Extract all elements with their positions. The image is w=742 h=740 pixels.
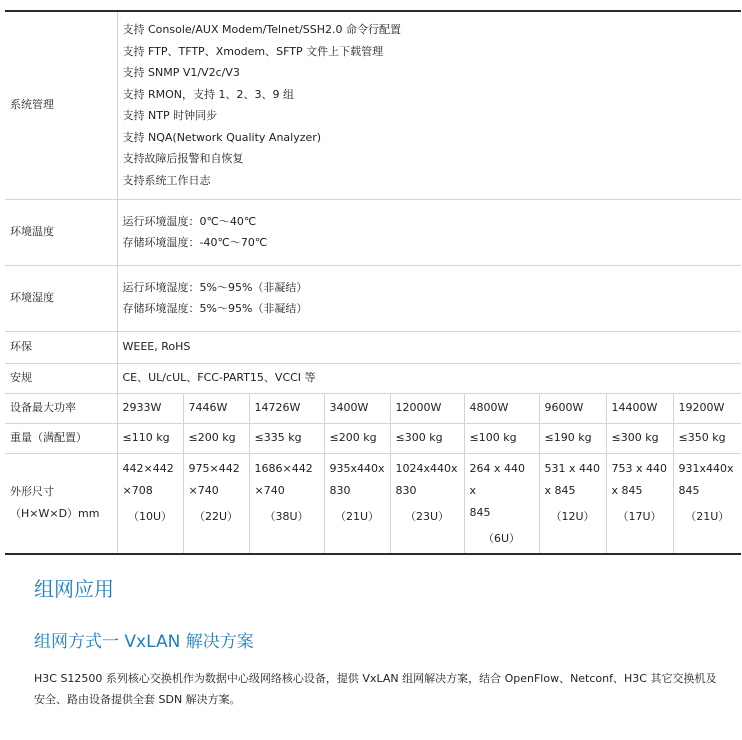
dim-line1: 975×442 <box>188 461 240 475</box>
list-item: 支持 Console/AUX Modem/Telnet/SSH2.0 命令行配置 <box>122 23 402 37</box>
row-safety <box>5 363 741 393</box>
table-cell: 4800W <box>464 393 539 423</box>
table-cell: ≤100 kg <box>464 423 539 453</box>
dim-line2: x 845 <box>611 483 643 497</box>
table-cell: 9600W <box>539 393 606 423</box>
table-cell <box>249 453 324 554</box>
table-cell: 3400W <box>324 393 390 423</box>
dim-tag: （22U） <box>193 509 239 523</box>
row-weight <box>5 423 741 453</box>
table-cell: 19200W <box>673 393 741 423</box>
dim-line2: 830 <box>329 483 351 497</box>
safety-label: 安规 <box>5 363 117 393</box>
dim-line1: 264 x 440 x <box>469 461 525 497</box>
dimensions-label-line1: 外形尺寸 <box>10 485 54 498</box>
table-cell <box>606 453 673 554</box>
dim-tag: （12U） <box>550 509 595 523</box>
list-item: 支持 RMON，支持 1、2、3、9 组 <box>122 87 295 101</box>
list-item: 支持系统工作日志 <box>122 173 211 187</box>
section-title: 组网应用 <box>34 577 114 601</box>
system-management-list <box>117 11 741 199</box>
dim-line1: 753 x 440 <box>611 461 667 475</box>
row-max-power <box>5 393 741 423</box>
table-cell <box>390 453 464 554</box>
row-humidity <box>5 265 741 331</box>
list-item: 运行环境温度：0℃～40℃ <box>122 214 257 228</box>
table-cell: ≤300 kg <box>606 423 673 453</box>
row-environmental <box>5 331 741 363</box>
subsection-title: 组网方式一 VxLAN 解决方案 <box>34 632 254 652</box>
dim-line1: 1686×442 <box>254 461 313 475</box>
body-paragraph: H3C S12500 系列核心交换机作为数据中心级网络核心设备，提供 VxLAN 组网解决方案，结合 OpenFlow、Netconf、H3C 其它交换机及安全、路由设备提供全套 SDN 解决方案。 <box>34 672 717 706</box>
table-cell: 14726W <box>249 393 324 423</box>
safety-value: CE、UL/cUL、FCC-PART15、VCCI 等 <box>117 363 741 393</box>
list-item: 支持 SNMP V1/V2c/V3 <box>122 66 240 80</box>
list-item: 存储环境温度：-40℃～70℃ <box>122 236 268 249</box>
table-cell: ≤300 kg <box>390 423 464 453</box>
dim-tag: （23U） <box>404 509 450 523</box>
table-cell <box>464 453 539 554</box>
table-cell: ≤200 kg <box>183 423 249 453</box>
row-dimensions <box>5 453 741 554</box>
list-item: 支持 NQA(Network Quality Analyzer) <box>122 130 322 144</box>
table-cell <box>324 453 390 554</box>
dim-line2: x 845 <box>544 483 576 497</box>
table-cell <box>673 453 741 554</box>
table-cell: ≤110 kg <box>117 423 183 453</box>
humidity-list <box>117 265 741 331</box>
dim-tag: （21U） <box>334 509 380 523</box>
max-power-label: 设备最大功率 <box>5 393 117 423</box>
list-item: 支持故障后报警和自恢复 <box>122 152 244 166</box>
dim-line2: 830 <box>395 483 417 497</box>
table-cell <box>117 453 183 554</box>
dim-line2: 845 <box>469 505 491 519</box>
dim-line1: 1024x440x <box>395 461 458 475</box>
table-cell: 7446W <box>183 393 249 423</box>
humidity-label: 环境湿度 <box>5 265 117 331</box>
temperature-label: 环境温度 <box>5 199 117 265</box>
table-cell: ≤190 kg <box>539 423 606 453</box>
temperature-list <box>117 199 741 265</box>
dim-line1: 935x440x <box>329 461 385 475</box>
system-management-label: 系统管理 <box>5 11 117 199</box>
weight-label: 重量（满配置） <box>5 423 117 453</box>
table-cell: 12000W <box>390 393 464 423</box>
table-cell: ≤200 kg <box>324 423 390 453</box>
table-cell: ≤350 kg <box>673 423 741 453</box>
environmental-value: WEEE, RoHS <box>117 331 741 363</box>
dimensions-label-line2: （H×W×D）mm <box>10 507 100 520</box>
dim-line2: ×708 <box>122 483 153 497</box>
table-cell <box>539 453 606 554</box>
dim-tag: （21U） <box>685 509 730 523</box>
spec-table <box>5 10 741 555</box>
dim-tag: （10U） <box>127 509 173 523</box>
row-system-management <box>5 11 741 199</box>
dim-line1: 442×442 <box>122 461 174 475</box>
list-item: 运行环境湿度：5%～95%（非凝结） <box>122 280 308 294</box>
table-cell: 14400W <box>606 393 673 423</box>
dim-line2: 845 <box>678 483 700 497</box>
dim-tag: （6U） <box>482 531 521 545</box>
table-cell <box>183 453 249 554</box>
row-temperature <box>5 199 741 265</box>
table-cell: ≤335 kg <box>249 423 324 453</box>
dim-line1: 531 x 440 <box>544 461 600 475</box>
dim-line2: ×740 <box>254 483 285 497</box>
list-item: 支持 FTP、TFTP、Xmodem、SFTP 文件上下载管理 <box>122 44 384 58</box>
dim-tag: （17U） <box>617 509 662 523</box>
dimensions-label <box>5 453 117 554</box>
dim-line2: ×740 <box>188 483 219 497</box>
environmental-label: 环保 <box>5 331 117 363</box>
table-cell: 2933W <box>117 393 183 423</box>
dim-line1: 931x440x <box>678 461 734 475</box>
list-item: 支持 NTP 时钟同步 <box>122 109 218 123</box>
dim-tag: （38U） <box>264 509 309 523</box>
list-item: 存储环境湿度：5%～95%（非凝结） <box>122 302 308 315</box>
